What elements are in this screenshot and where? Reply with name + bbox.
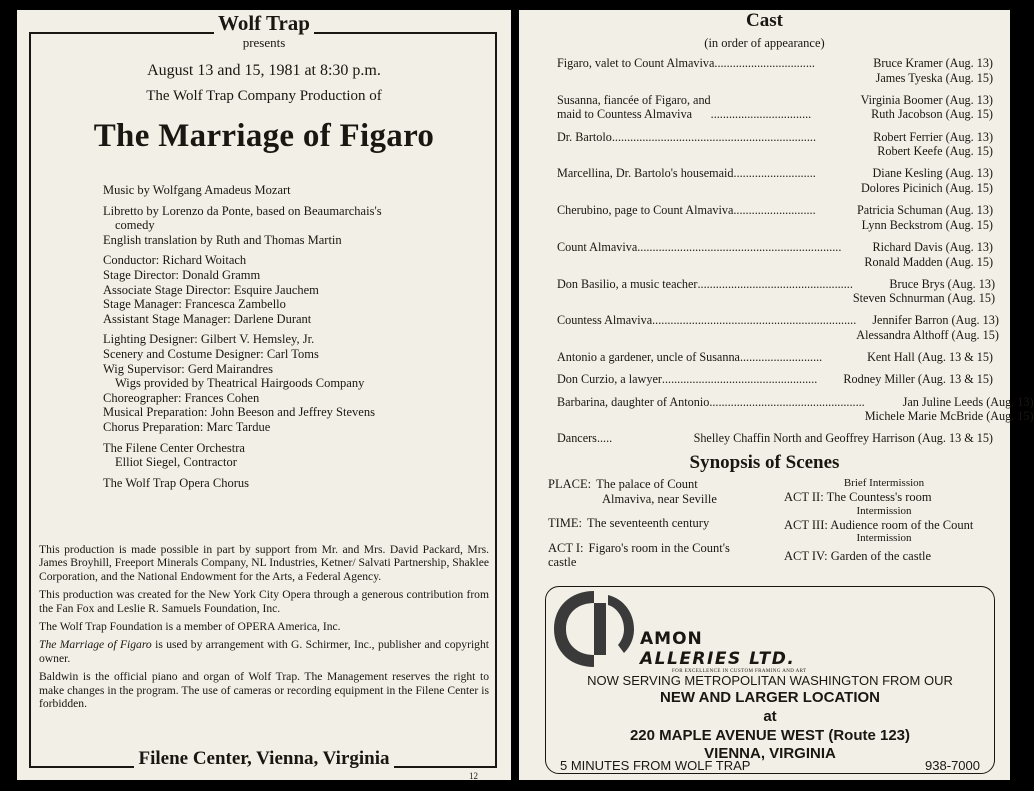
cast-entry [557,372,993,387]
intermission-2: Intermission [856,532,912,545]
cast-subheading: (in order of appearance) [704,36,825,50]
cast-role: Antonio a gardener, uncle of Susanna [557,350,740,365]
cast-role: Don Basilio, a music teacher [557,276,698,291]
cast-actor: James Tyeska (Aug. 15) [875,70,993,85]
cast-leader-dots: ........................... [733,203,816,218]
cast-actors [694,431,993,446]
ad-line-3: at [763,708,777,725]
cast-leader-dots: ................................................... [709,394,865,409]
cast-actor: Michele Marie McBride (Aug. 15) [864,409,1034,424]
cast-leader-dots: ................................................................... [637,239,842,254]
left-program-page [17,10,511,780]
performance-dates: August 13 and 15, 1981 at 8:30 p.m. [147,62,381,79]
credit-line: English translation by Ruth and Thomas Martin [103,232,342,247]
cast-actor: Rodney Miller (Aug. 13 & 15) [843,372,993,387]
credit-line: Scenery and Costume Designer: Carl Toms [103,346,319,361]
credit-line: Associate Stage Director: Esquire Jauchem [103,282,319,297]
cast-heading: Cast [746,10,783,31]
cast-entry [557,166,993,195]
cast-actors [864,240,993,269]
synopsis-text: Almaviva, near Seville [602,491,717,506]
cast-actor: Ronald Madden (Aug. 15) [864,254,993,269]
synopsis-right-column [784,477,1024,564]
cast-actor: Patricia Schuman (Aug. 13) [856,203,993,218]
credit-line: Stage Director: Donald Gramm [103,267,261,282]
ad-line-1: NOW SERVING METROPOLITAN WASHINGTON FROM OUR [587,673,953,688]
synopsis-text: The seventeenth century [587,516,710,531]
cast-role: Dancers [557,431,597,446]
cast-actors [865,395,1034,424]
intermission-1: Intermission [856,504,912,517]
credit-line: Music by Wolfgang Amadeus Mozart [103,183,291,197]
cast-entry [557,93,993,122]
credit-line: The Filene Center Orchestra [103,440,245,455]
cast-entry [557,350,993,365]
cast-actors [867,350,993,365]
cast-actors [856,313,999,342]
note-creation: This production was created for the New York City Opera through a generous contribution from the Fan Fox and Leslie R. Samuels Foundation, Inc. [39,588,489,615]
cast-entry [557,130,993,159]
cast-actor: Richard Davis (Aug. 13) [872,239,993,254]
credit-line: Musical Preparation: John Beeson and Jeffrey Stevens [103,405,375,420]
cast-actor: Kent Hall (Aug. 13 & 15) [867,350,993,365]
cast-actors [873,130,993,159]
credit-line: Libretto by Lorenzo da Ponte, based on Beaumarchais's [103,203,382,218]
gallery-tagline: FOR EXCELLENCE IN CUSTOM FRAMING AND ART [672,669,807,674]
page-number: 12 [469,771,478,781]
credit-line: Assistant Stage Manager: Darlene Durant [103,311,312,326]
credit-block [103,332,483,434]
cast-actors [861,166,993,195]
cast-actor: Steven Schnurman (Aug. 15) [852,291,996,306]
cast-actor: Diane Kesling (Aug. 13) [872,166,993,181]
note-opera-title: The Marriage of Figaro [39,638,152,652]
note-management: Baldwin is the official piano and organ of Wolf Trap. The Management reserves the right to make changes in the program. The use of cameras or recording equipment in the Filene Center is forbidden. [39,670,489,711]
cast-actors [853,277,995,306]
cast-actors [873,56,993,85]
act3: ACT III: Audience room of the Count [784,517,974,532]
cast-role: Marcellina, Dr. Bartolo's housemaid [557,166,734,181]
cast-actor: Jan Juline Leeds (Aug. 13) [902,394,1034,409]
credit-line: Elliot Siegel, Contractor [115,455,237,470]
credit-line: Wig Supervisor: Gerd Mairandres [103,361,273,376]
presents-text: presents [242,35,286,50]
gallery-advertisement [545,586,995,774]
cast-actor: Shelley Chaffin North and Geoffrey Harrison (Aug. 13 & 15) [693,431,993,446]
cast-actors [861,93,993,122]
cast-list [557,56,1034,454]
synopsis-text: castle [548,555,577,570]
right-program-page [519,10,1034,780]
opera-title: The Marriage of Figaro [93,118,435,154]
credit-block [103,183,483,198]
synopsis-text: Figaro's room in the Count's [588,540,730,555]
act2: ACT II: The Countess's room [784,490,932,504]
cast-entry [557,394,1034,424]
cast-actors [857,203,993,232]
venue-header: Wolf Trap [17,10,511,36]
cast-leader-dots: ................................................................... [611,129,816,144]
ad-line-2: NEW AND LARGER LOCATION [660,689,880,706]
credit-line: Conductor: Richard Woitach [103,253,247,268]
cast-actor: Robert Keefe (Aug. 15) [877,144,993,159]
cast-actor: Ruth Jacobson (Aug. 15) [871,107,993,122]
synopsis-label: ACT I: [548,540,584,555]
production-line: The Wolf Trap Company Production of [146,88,382,104]
cast-actor: Lynn Beckstrom (Aug. 15) [861,217,993,232]
production-notes [39,543,489,715]
ad-distance: 5 MINUTES FROM WOLF TRAP [560,758,751,773]
credit-line: comedy [115,218,155,233]
credit-line: The Wolf Trap Opera Chorus [103,475,249,490]
gallery-logo-icon [548,585,640,675]
cast-actor: Bruce Brys (Aug. 13) [889,276,996,291]
credit-block [103,253,483,326]
cast-role: Barbarina, daughter of Antonio [557,394,710,409]
cast-role: Dr. Bartolo [557,129,612,144]
cast-actor: Robert Ferrier (Aug. 13) [873,129,993,144]
cast-actor: Dolores Picinich (Aug. 15) [860,180,993,195]
cast-actors [843,372,993,387]
cast-role: Cherubino, page to Count Almaviva [557,203,734,218]
synopsis-heading: Synopsis of Scenes [689,452,840,473]
cast-entry [557,56,993,85]
cast-actor: Virginia Boomer (Aug. 13) [860,92,993,107]
ad-address: 220 MAPLE AVENUE WEST (Route 123) [629,727,911,744]
note-sponsors: This production is made possible in part by support from Mr. and Mrs. David Packard, Mrs. James Broyhill, Freeport Minerals Company, NL Industries, Ketner/ Salvati Partnership, Shaklee Corporation, and the National Endowment for the Arts, a Federal Agency. [39,543,489,583]
cast-leader-dots: ........................... [739,350,823,365]
credit-line: Stage Manager: Francesca Zambello [103,297,286,312]
synopsis-label: TIME: [548,516,583,531]
credit-line: Chorus Preparation: Marc Tardue [103,419,271,434]
gallery-brand-line2: ALLERIES LTD. [640,649,796,669]
note-membership: The Wolf Trap Foundation is a member of OPERA America, Inc. [39,620,341,634]
note-arrangement: The Marriage of Figaro is used by arrangement with G. Schirmer, Inc., publisher and copyright owner. [39,638,489,665]
cast-leader-dots: ................................................... [697,276,853,291]
synopsis-item [548,516,788,531]
cast-entry [557,240,993,269]
synopsis-item [548,477,788,506]
cast-role: Susanna, fiancée of Figaro, and maid to Countess Almaviva [557,92,711,122]
credit-block [103,204,483,248]
credit-line: Choreographer: Frances Cohen [103,390,260,405]
ad-city: VIENNA, VIRGINIA [704,745,836,762]
synopsis-item [548,541,788,570]
cast-actor: Alessandra Althoff (Aug. 15) [856,328,999,343]
act4: ACT IV: Garden of the castle [784,549,932,564]
cast-actor: Jennifer Barron (Aug. 13) [872,313,999,328]
cast-role: Count Almaviva [557,239,638,254]
cast-role: Countess Almaviva [557,313,653,328]
cast-leader-dots: ..... [596,431,613,446]
cast-leader-dots: ........................... [733,166,816,181]
cast-entry [557,313,999,343]
synopsis-text: The palace of Count [596,477,698,491]
cast-entry [557,203,993,232]
cast-role: Don Curzio, a lawyer [557,372,662,387]
cast-entry [557,431,993,446]
brief-intermission: Brief Intermission [843,477,925,489]
synopsis-left-column [548,477,788,580]
credits-list [103,183,483,496]
gallery-brand-line1: AMON [640,629,703,649]
cast-leader-dots: ................................................... [661,372,818,387]
cast-leader-dots: ................................................................... [652,313,857,328]
cast-entry [557,276,996,306]
credit-line: Lighting Designer: Gilbert V. Hemsley, Jr. [103,332,315,347]
synopsis-label: PLACE: [548,477,592,491]
ad-phone: 938-7000 [925,758,980,773]
credit-block [103,441,483,470]
credit-line: Wigs provided by Theatrical Hairgoods Company [115,376,365,391]
venue-footer: Filene Center, Vienna, Virginia [17,747,511,771]
cast-leader-dots: ................................. [710,107,812,122]
cast-role: Figaro, valet to Count Almaviva [557,56,715,70]
cast-leader-dots: ................................. [714,56,815,70]
credit-block [103,476,483,491]
cast-actor: Bruce Kramer (Aug. 13) [873,56,993,70]
